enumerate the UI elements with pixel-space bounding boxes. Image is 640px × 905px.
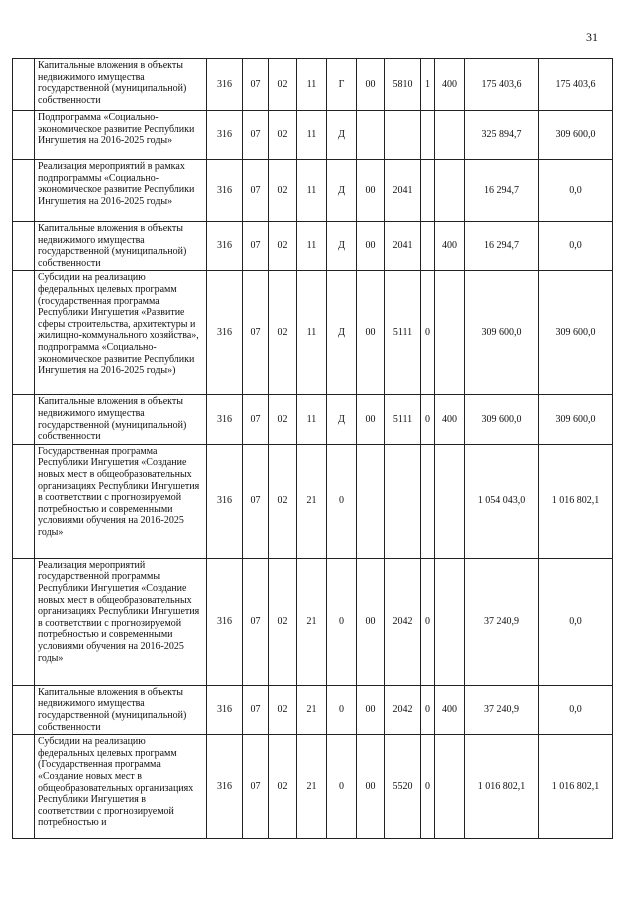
code-cell: 00	[357, 271, 385, 395]
page-number: 31	[586, 30, 598, 44]
amount-cell: 0,0	[539, 558, 613, 685]
code-cell	[357, 111, 385, 160]
code-cell	[435, 735, 465, 839]
amount-cell: 0,0	[539, 222, 613, 271]
code-cell: 00	[357, 160, 385, 222]
table-row	[13, 160, 613, 222]
row-name-cell: Реализация мероприятий государственной программы Республики Ингушетия «Создание новых мест в общеобразовательных организациях Республики Ингушетия в соответствии с прогнозируемой потребностью и современными условиями обучения на 2016-2025 годы»	[35, 558, 207, 685]
row-margin-cell	[13, 395, 35, 444]
row-margin-cell	[13, 444, 35, 558]
code-cell: Д	[327, 111, 357, 160]
code-cell: 316	[207, 395, 243, 444]
code-cell: 00	[357, 222, 385, 271]
code-cell: 0	[327, 558, 357, 685]
code-cell: 11	[297, 271, 327, 395]
code-cell: 316	[207, 222, 243, 271]
amount-cell: 37 240,9	[465, 685, 539, 734]
code-cell: 400	[435, 59, 465, 111]
code-cell	[421, 160, 435, 222]
code-cell: 0	[327, 444, 357, 558]
code-cell	[435, 444, 465, 558]
code-cell	[421, 222, 435, 271]
table-row	[13, 395, 613, 444]
code-cell: 07	[243, 735, 269, 839]
code-cell: Д	[327, 222, 357, 271]
code-cell: 21	[297, 558, 327, 685]
table-row	[13, 444, 613, 558]
code-cell: 00	[357, 685, 385, 734]
code-cell: 0	[327, 685, 357, 734]
code-cell	[435, 111, 465, 160]
code-cell: Д	[327, 160, 357, 222]
code-cell: 1	[421, 59, 435, 111]
code-cell: 02	[269, 558, 297, 685]
amount-cell: 0,0	[539, 160, 613, 222]
code-cell: 11	[297, 59, 327, 111]
amount-cell: 309 600,0	[539, 271, 613, 395]
code-cell: 11	[297, 222, 327, 271]
row-name-cell: Субсидии на реализацию федеральных целевых программ (Государственная программа «Создание новых мест в общеобразовательных организациях Республики Ингушетия в соответствии с прогнозируемой потребностью и	[35, 735, 207, 839]
amount-cell: 1 016 802,1	[539, 444, 613, 558]
code-cell	[357, 444, 385, 558]
table-row	[13, 111, 613, 160]
amount-cell: 1 016 802,1	[465, 735, 539, 839]
code-cell: 0	[421, 558, 435, 685]
code-cell: 11	[297, 160, 327, 222]
code-cell: 07	[243, 395, 269, 444]
code-cell: 2041	[385, 160, 421, 222]
row-margin-cell	[13, 735, 35, 839]
row-margin-cell	[13, 160, 35, 222]
amount-cell: 1 054 043,0	[465, 444, 539, 558]
row-name-cell: Капитальные вложения в объекты недвижимого имущества государственной (муниципальной) собственности	[35, 222, 207, 271]
table-row	[13, 222, 613, 271]
amount-cell: 16 294,7	[465, 222, 539, 271]
code-cell	[435, 160, 465, 222]
code-cell: 00	[357, 395, 385, 444]
code-cell: 02	[269, 395, 297, 444]
amount-cell: 16 294,7	[465, 160, 539, 222]
code-cell: 316	[207, 160, 243, 222]
amount-cell: 175 403,6	[465, 59, 539, 111]
budget-table	[12, 58, 613, 839]
amount-cell: 37 240,9	[465, 558, 539, 685]
code-cell	[385, 111, 421, 160]
amount-cell: 309 600,0	[465, 271, 539, 395]
code-cell: 316	[207, 271, 243, 395]
code-cell: 02	[269, 59, 297, 111]
code-cell: 400	[435, 685, 465, 734]
code-cell: 07	[243, 271, 269, 395]
code-cell	[421, 444, 435, 558]
row-margin-cell	[13, 271, 35, 395]
code-cell: 316	[207, 444, 243, 558]
code-cell: 02	[269, 735, 297, 839]
row-name-cell: Субсидии на реализацию федеральных целевых программ (государственная программа Республики Ингушетия «Развитие сферы строительства, архитектуры и жилищно-коммунального хозяйства», подпрограмма «Социально-экономическое развитие Республики Ингушетия на 2016-2025 годы»)	[35, 271, 207, 395]
amount-cell: 325 894,7	[465, 111, 539, 160]
code-cell: 00	[357, 59, 385, 111]
code-cell: 00	[357, 735, 385, 839]
table-row	[13, 685, 613, 734]
code-cell: 02	[269, 444, 297, 558]
code-cell: 400	[435, 222, 465, 271]
code-cell	[435, 271, 465, 395]
row-name-cell: Капитальные вложения в объекты недвижимого имущества государственной (муниципальной) собственности	[35, 685, 207, 734]
code-cell: 02	[269, 160, 297, 222]
row-name-cell: Капитальные вложения в объекты недвижимого имущества государственной (муниципальной) собственности	[35, 395, 207, 444]
row-name-cell: Государственная программа Республики Ингушетия «Создание новых мест в общеобразовательных организациях Республики Ингушетия в соответствии с прогнозируемой потребностью и современными условиями обучения на 2016-2025 годы»	[35, 444, 207, 558]
code-cell: 316	[207, 685, 243, 734]
amount-cell: 175 403,6	[539, 59, 613, 111]
code-cell: 21	[297, 735, 327, 839]
code-cell: 5520	[385, 735, 421, 839]
code-cell: 0	[421, 395, 435, 444]
code-cell: 5111	[385, 271, 421, 395]
code-cell: 5111	[385, 395, 421, 444]
code-cell: 07	[243, 160, 269, 222]
table-body	[13, 59, 613, 839]
code-cell: 02	[269, 685, 297, 734]
code-cell: 07	[243, 444, 269, 558]
amount-cell: 309 600,0	[465, 395, 539, 444]
code-cell: 02	[269, 271, 297, 395]
code-cell: 0	[327, 735, 357, 839]
code-cell: Д	[327, 271, 357, 395]
code-cell: 316	[207, 59, 243, 111]
code-cell: 2042	[385, 685, 421, 734]
code-cell: 11	[297, 111, 327, 160]
row-margin-cell	[13, 558, 35, 685]
code-cell: 07	[243, 111, 269, 160]
code-cell: 0	[421, 271, 435, 395]
code-cell: 02	[269, 222, 297, 271]
row-margin-cell	[13, 59, 35, 111]
row-margin-cell	[13, 111, 35, 160]
code-cell: 316	[207, 735, 243, 839]
code-cell: 07	[243, 59, 269, 111]
code-cell: Д	[327, 395, 357, 444]
code-cell: 07	[243, 558, 269, 685]
code-cell: 00	[357, 558, 385, 685]
code-cell	[421, 111, 435, 160]
code-cell: 07	[243, 222, 269, 271]
table-row	[13, 59, 613, 111]
code-cell: 5810	[385, 59, 421, 111]
code-cell	[435, 558, 465, 685]
code-cell: 0	[421, 735, 435, 839]
row-margin-cell	[13, 222, 35, 271]
code-cell: 11	[297, 395, 327, 444]
table-row	[13, 271, 613, 395]
amount-cell: 1 016 802,1	[539, 735, 613, 839]
code-cell: 21	[297, 444, 327, 558]
row-name-cell: Капитальные вложения в объекты недвижимого имущества государственной (муниципальной) собственности	[35, 59, 207, 111]
code-cell	[385, 444, 421, 558]
table-row	[13, 735, 613, 839]
code-cell: 0	[421, 685, 435, 734]
code-cell: 316	[207, 558, 243, 685]
amount-cell: 309 600,0	[539, 395, 613, 444]
amount-cell: 0,0	[539, 685, 613, 734]
code-cell: 07	[243, 685, 269, 734]
code-cell: 2042	[385, 558, 421, 685]
code-cell: 02	[269, 111, 297, 160]
code-cell: 21	[297, 685, 327, 734]
amount-cell: 309 600,0	[539, 111, 613, 160]
row-name-cell: Подпрограмма «Социально-экономическое развитие Республики Ингушетия на 2016-2025 годы»	[35, 111, 207, 160]
code-cell: 2041	[385, 222, 421, 271]
row-margin-cell	[13, 685, 35, 734]
code-cell: Г	[327, 59, 357, 111]
table-row	[13, 558, 613, 685]
code-cell: 316	[207, 111, 243, 160]
row-name-cell: Реализация мероприятий в рамках подпрограммы «Социально-экономическое развитие Республики Ингушетия на 2016-2025 годы»	[35, 160, 207, 222]
code-cell: 400	[435, 395, 465, 444]
